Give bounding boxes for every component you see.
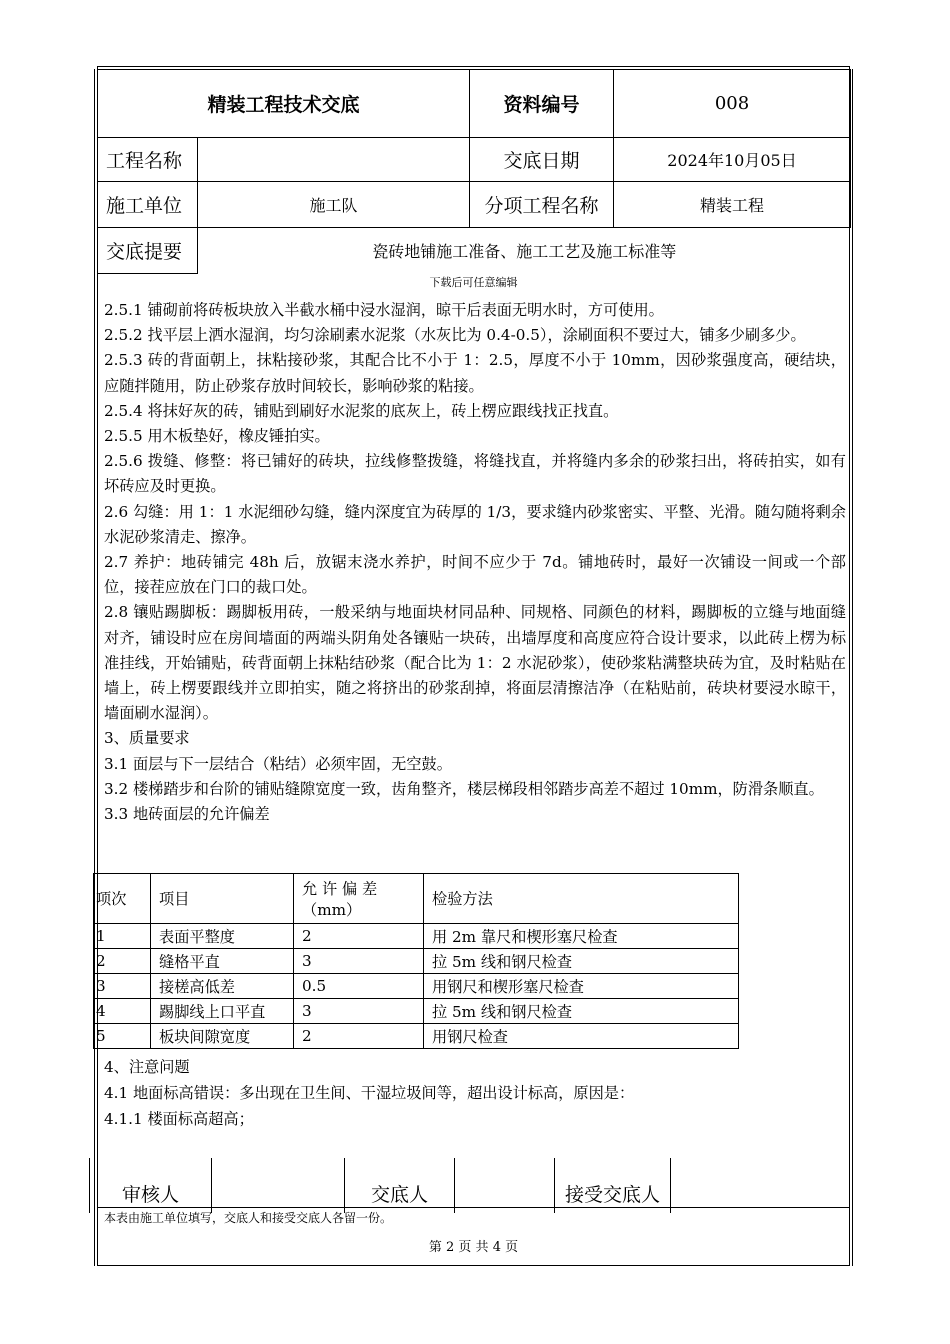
discloser-label: 交底人 — [345, 1158, 455, 1213]
paragraph: 2.6 勾缝：用 1：1 水泥细砂勾缝，缝内深度宜为砖厚的 1/3，要求缝内砂浆密实、平整、光滑。随勾随将剩余水泥砂浆清走、擦净。 — [104, 502, 846, 546]
reviewer-signature-field — [212, 1158, 345, 1213]
signature-row — [89, 1158, 671, 1213]
table-cell: 踢脚线上口平直 — [151, 999, 294, 1024]
table-cell: 板块间隙宽度 — [151, 1024, 294, 1049]
download-note: 下载后可任意编辑 — [429, 276, 518, 289]
paragraph: 2.8 镶贴踢脚板：踢脚板用砖，一般采纳与地面块材同品种、同规格、同颜色的材料，踢脚板的立缝与地面缝对齐，铺设时应在房间墙面的两端头阴角处各镶贴一块砖，出墙厚度和高度应符合设计要求，以此砖上楞为标准挂线，开始铺贴，砖背面朝上抹粘结砂浆（配合比为 1：2 水泥砂浆），使砂浆粘满整块砖为宜，及时粘贴在墙上，砖上楞要跟线并立即拍实，随之将挤出的砂浆刮掉，将面层清擦洁净（在粘贴前，砖块材要浸水晾干，墙面刷水湿润）。 — [104, 603, 846, 723]
paragraph: 2.5.4 将抹好灰的砖，铺贴到刷好水泥浆的底灰上，砖上楞应跟线找正找直。 — [104, 401, 619, 420]
paragraph: 2.5.1 铺砌前将砖板块放入半截水桶中浸水湿润，晾干后表面无明水时，方可使用。 — [104, 301, 664, 319]
paragraph: 3.2 楼梯踏步和台阶的铺贴缝隙宽度一致，齿角整齐，楼层梯段相邻踏步高差不超过 10mm，防滑条顺直。 — [104, 779, 824, 798]
table-cell: 2 — [94, 949, 151, 974]
header-table — [97, 69, 851, 274]
project-name-value — [198, 138, 470, 182]
page-number: 第 2 页 共 4 页 — [428, 1240, 519, 1255]
sub-project-label: 分项工程名称 — [470, 182, 614, 228]
table-row — [94, 974, 739, 999]
paragraph: 2.5.6 拨缝、修整：将已铺好的砖块，拉线修整拨缝，将缝找直，并将缝内多余的砂浆扫出，将砖拍实，如有坏砖应及时更换。 — [104, 452, 846, 496]
document-title: 精装工程技术交底 — [98, 70, 470, 138]
table-row — [94, 999, 739, 1024]
reviewer-label: 审核人 — [90, 1158, 212, 1213]
date-value: 2024年10月05日 — [614, 138, 851, 182]
table-cell: 拉 5m 线和钢尺检查 — [424, 949, 739, 974]
table-row — [94, 924, 739, 949]
discloser-signature-field — [455, 1158, 555, 1213]
unit-label: 施工单位 — [98, 182, 198, 228]
table-row — [94, 949, 739, 974]
table-cell: 4 — [94, 999, 151, 1024]
paragraph: 2.5.5 用木板垫好，橡皮锤拍实。 — [104, 427, 330, 446]
receiver-label: 接受交底人 — [555, 1158, 671, 1213]
unit-value: 施工队 — [198, 182, 470, 228]
paragraph: 3.1 面层与下一层结合（粘结）必须牢固，无空鼓。 — [104, 754, 452, 773]
table-cell: 5 — [94, 1024, 151, 1049]
footer-note: 本表由施工单位填写，交底人和接受交底人各留一份。 — [104, 1211, 393, 1225]
table-cell: 缝格平直 — [151, 949, 294, 974]
table-header-row — [94, 874, 739, 924]
table-cell: 用钢尺检查 — [424, 1024, 739, 1049]
table-cell: 1 — [94, 924, 151, 949]
table-row — [94, 1024, 739, 1049]
summary-label: 交底提要 — [98, 228, 198, 274]
table-cell: 0.5 — [294, 974, 424, 999]
table-cell: 用钢尺和楔形塞尺检查 — [424, 974, 739, 999]
table-cell: 表面平整度 — [151, 924, 294, 949]
doc-no-value: 008 — [614, 70, 851, 138]
paragraph: 3.3 地砖面层的允许偏差 — [104, 805, 270, 824]
doc-no-label: 资料编号 — [470, 70, 614, 138]
divider — [97, 1207, 850, 1208]
paragraph: 4.1 地面标高错误：多出现在卫生间、干湿垃圾间等，超出设计标高，原因是： — [104, 1084, 635, 1102]
table-cell: 3 — [94, 974, 151, 999]
sub-project-value: 精装工程 — [614, 182, 851, 228]
section-heading: 4、注意问题 — [104, 1058, 190, 1076]
table-cell: 3 — [294, 999, 424, 1024]
content-body — [104, 298, 846, 827]
table-cell: 2 — [294, 924, 424, 949]
project-name-label: 工程名称 — [98, 138, 198, 182]
table-cell: 接槎高低差 — [151, 974, 294, 999]
content-tail — [104, 1054, 846, 1132]
tolerance-table — [93, 873, 739, 1049]
date-label: 交底日期 — [470, 138, 614, 182]
summary-value: 瓷砖地铺施工准备、施工工艺及施工标准等 — [198, 228, 851, 274]
table-cell: 用 2m 靠尺和楔形塞尺检查 — [424, 924, 739, 949]
paragraph: 2.5.2 找平层上洒水湿润，均匀涂刷素水泥浆（水灰比为 0.4-0.5），涂刷面积不要过大，铺多少刷多少。 — [104, 326, 806, 345]
section-heading: 3、质量要求 — [104, 729, 190, 748]
column-header: 项目 — [151, 874, 294, 924]
column-header: 允 许 偏 差（mm） — [294, 874, 424, 924]
paragraph: 4.1.1 楼面标高超高； — [104, 1110, 254, 1128]
table-cell: 3 — [294, 949, 424, 974]
column-header: 项次 — [94, 874, 151, 924]
table-cell: 拉 5m 线和钢尺检查 — [424, 999, 739, 1024]
paragraph: 2.5.3 砖的背面朝上，抹粘接砂浆，其配合比不小于 1：2.5，厚度不小于 10mm，因砂浆强度高，硬结块，应随拌随用，防止砂浆存放时间较长，影响砂浆的粘接。 — [104, 351, 846, 395]
column-header: 检验方法 — [424, 874, 739, 924]
paragraph: 2.7 养护：地砖铺完 48h 后，放锯末浇水养护，时间不应少于 7d。铺地砖时，最好一次铺设一间或一个部位，接茬应放在门口的裁口处。 — [104, 553, 846, 597]
table-cell: 2 — [294, 1024, 424, 1049]
